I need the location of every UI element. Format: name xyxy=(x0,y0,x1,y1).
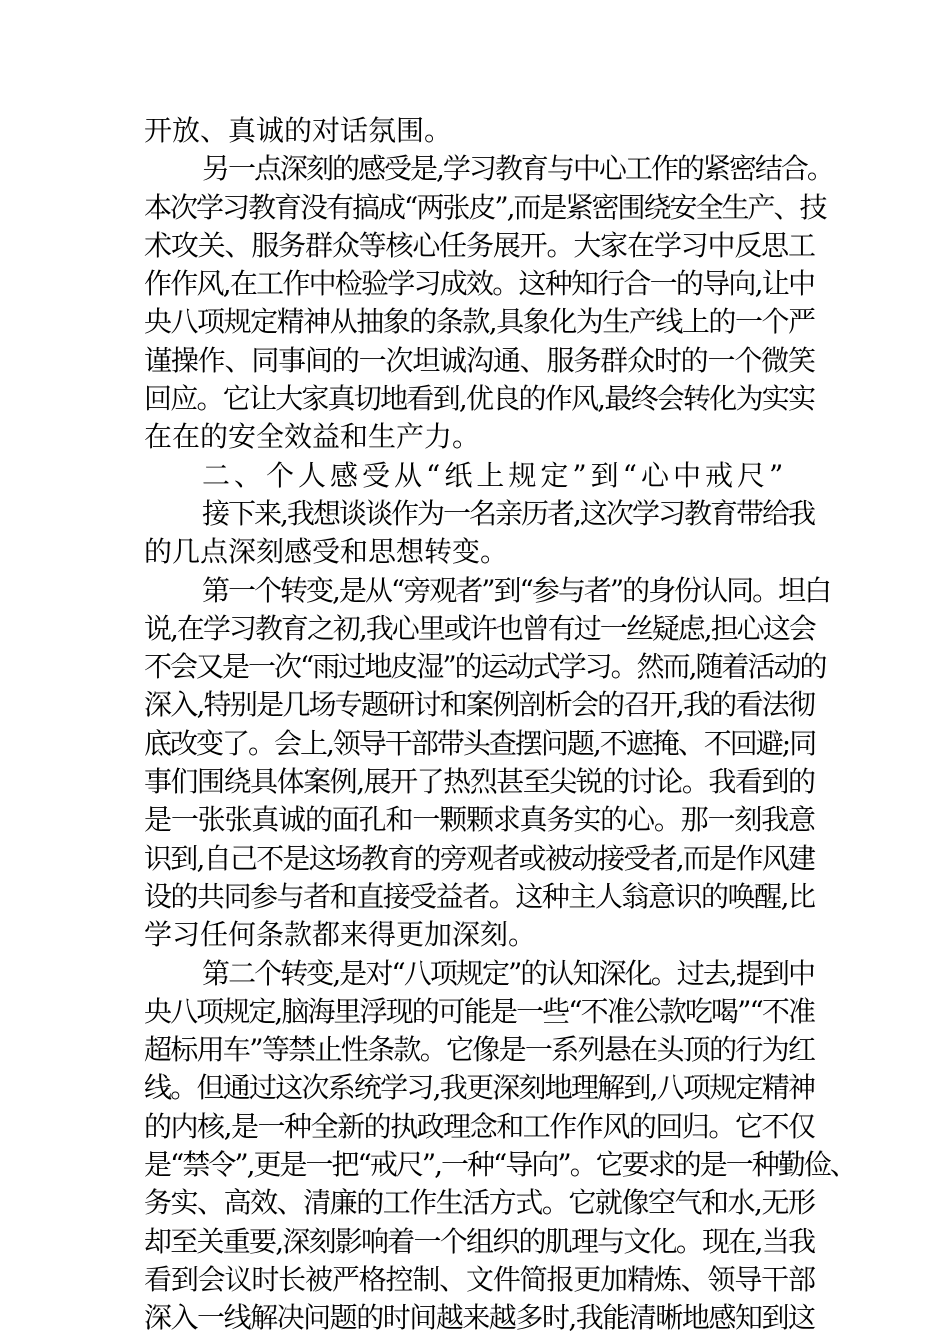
text-line: 谨操作、同事间的一次坦诚沟通、服务群众时的一个微笑 xyxy=(144,343,815,377)
text-line: 作作风,在工作中检验学习成效。这种知行合一的导向,让中 xyxy=(144,267,815,301)
text-line: 另一点深刻的感受是,学习教育与中心工作的紧密结合。 xyxy=(202,152,833,186)
text-line: 学习任何条款都来得更加深刻。 xyxy=(144,918,537,952)
document-page xyxy=(144,112,856,1338)
text-line: 第二个转变,是对“八项规定”的认知深化。过去,提到中 xyxy=(202,956,815,990)
text-line: 看到会议时长被严格控制、文件简报更加精炼、领导干部 xyxy=(144,1262,815,1296)
text-line: 深入一线解决问题的时间越来越多时,我能清晰地感知到这 xyxy=(144,1301,815,1335)
text-line: 务实、高效、清廉的工作生活方式。它就像空气和水,无形 xyxy=(144,1186,815,1220)
text-line: 识到,自己不是这场教育的旁观者或被动接受者,而是作风建 xyxy=(144,841,815,875)
text-line: 在在的安全效益和生产力。 xyxy=(144,420,481,454)
text-line: 是“禁令”,更是一把“戒尺”,一种“导向”。它要求的是一种勤俭、 xyxy=(144,1148,856,1182)
text-line: 不会又是一次“雨过地皮湿”的运动式学习。然而,随着活动的 xyxy=(144,650,826,684)
text-line: 央八项规定,脑海里浮现的可能是一些“不准公款吃喝”“不准 xyxy=(144,994,815,1028)
text-line: 的几点深刻感受和思想转变。 xyxy=(144,535,509,569)
text-line: 的内核,是一种全新的执政理念和工作作风的回归。它不仅 xyxy=(144,1109,815,1143)
text-line: 底改变了。会上,领导干部带头查摆问题,不遮掩、不回避;同 xyxy=(144,726,816,760)
text-line: 是一张张真诚的面孔和一颗颗求真务实的心。那一刻我意 xyxy=(144,803,815,837)
text-line: 线。但通过这次系统学习,我更深刻地理解到,八项规定精神 xyxy=(144,1071,815,1105)
text-line: 央八项规定精神从抽象的条款,具象化为生产线上的一个严 xyxy=(144,305,815,339)
text-line: 开放、真诚的对话氛围。 xyxy=(144,114,453,147)
text-line: 说,在学习教育之初,我心里或许也曾有过一丝疑虑,担心这会 xyxy=(144,611,815,645)
text-line: 深入,特别是几场专题研讨和案例剖析会的召开,我的看法彻 xyxy=(144,688,815,722)
text-line: 事们围绕具体案例,展开了热烈甚至尖锐的讨论。我看到的 xyxy=(144,765,815,799)
text-line: 接下来,我想谈谈作为一名亲历者,这次学习教育带给我 xyxy=(202,496,814,530)
text-line: 二、个人感受从“纸上规定”到“心中戒尺” xyxy=(202,458,788,492)
text-line: 本次学习教育没有搞成“两张皮”,而是紧密围绕安全生产、技 xyxy=(144,190,826,224)
text-line: 术攻关、服务群众等核心任务展开。大家在学习中反思工 xyxy=(144,228,815,262)
text-line: 却至关重要,深刻影响着一个组织的肌理与文化。现在,当我 xyxy=(144,1224,815,1258)
text-line: 第一个转变,是从“旁观者”到“参与者”的身份认同。坦白 xyxy=(202,573,831,607)
text-line: 设的共同参与者和直接受益者。这种主人翁意识的唤醒,比 xyxy=(144,879,815,913)
text-line: 超标用车”等禁止性条款。它像是一系列悬在头顶的行为红 xyxy=(144,1033,815,1067)
text-line: 回应。它让大家真切地看到,优良的作风,最终会转化为实实 xyxy=(144,382,815,416)
